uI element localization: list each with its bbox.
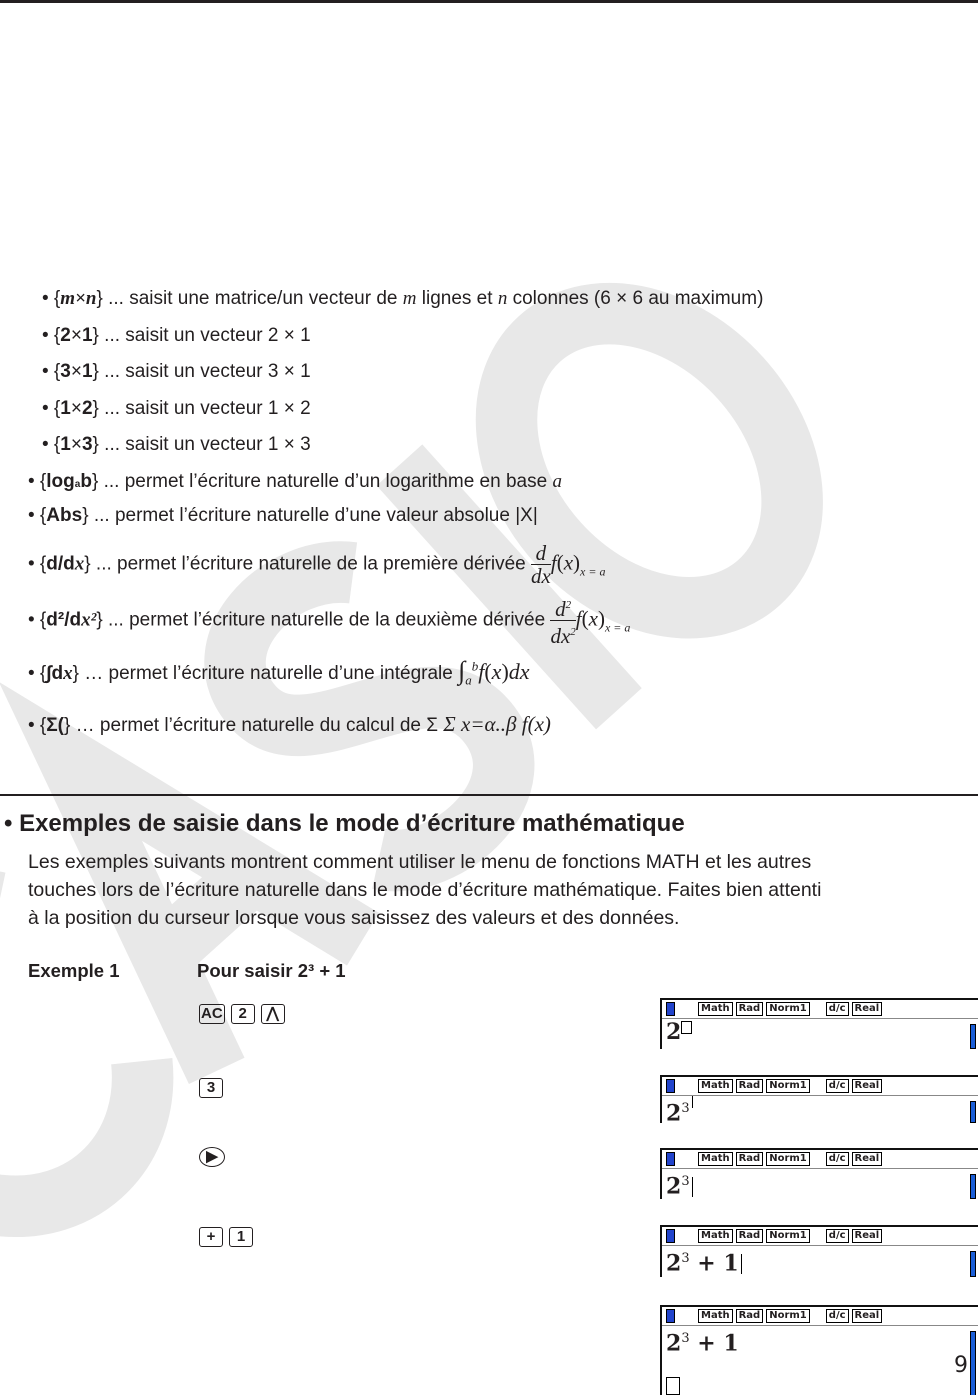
calculator-screen-3 [660, 1148, 978, 1199]
step-2-keys [199, 1076, 229, 1098]
battery-icon [666, 1002, 675, 1016]
item-2x1: • {2×1} ... saisit un vecteur 2 × 1 [42, 325, 311, 346]
expression: $2^3 + 1$ [666, 1330, 739, 1357]
battery-icon [666, 1152, 675, 1166]
plus-key: + [199, 1227, 223, 1247]
power-key: ⋀ [261, 1004, 285, 1024]
calculator-screen-4 [660, 1225, 978, 1277]
item-1x3: • {1×3} ... saisit un vecteur 1 × 3 [42, 434, 311, 455]
second-derivative-formula: $\frac{d^2}{dx^2}$ [550, 594, 575, 647]
step-4-keys [199, 1225, 259, 1247]
item-integral: • {∫dx} … permet l’écriture naturelle d’une intégrale $\int_a^bf(x)dx$ [28, 656, 530, 688]
status-bar: Math Rad Norm1 d/c Real [662, 1000, 978, 1019]
section-rule [0, 794, 978, 796]
section-heading: • Exemples de saisie dans le mode d’écriture mathématique [4, 810, 685, 837]
item-ddx: • {d/dx} ... permet l’écriture naturelle de la première dérivée $\frac{d}{dx}f(x)_{x = a}$ [28, 541, 606, 588]
calculator-screen-2 [660, 1075, 978, 1127]
key-1: 1 [229, 1227, 253, 1247]
item-3x1: • {3×1} ... saisit un vecteur 3 × 1 [42, 361, 311, 382]
integral-formula: $\int_a^bf(x)dx$ [458, 656, 530, 688]
ac-key: AC [201, 1005, 223, 1022]
paragraph-line: touches lors de l’écriture naturelle dans le mode d’écriture mathématique. Faites bien attenti [28, 879, 822, 901]
scrollbar [970, 1251, 976, 1277]
item-1x2: • {1×2} ... saisit un vecteur 1 × 2 [42, 398, 311, 419]
step-1-keys [199, 1002, 291, 1024]
scrollbar [970, 1101, 976, 1123]
key-3: 3 [199, 1078, 223, 1098]
expression: $2^3$ [662, 1169, 978, 1199]
expression: $2^3$ [662, 1096, 978, 1126]
expression: $2^3 + 1$ [662, 1246, 978, 1276]
example-title: Pour saisir 2³ + 1 [197, 960, 346, 981]
item-logab: • {logab} ... permet l’écriture naturelle d’un logarithme en base a [28, 471, 562, 492]
item-abs: • {Abs} ... permet l’écriture naturelle d’une valeur absolue |X| [28, 505, 538, 526]
battery-icon [666, 1079, 675, 1093]
key-2: 2 [231, 1004, 255, 1024]
status-bar: Math Rad Norm1 d/c Real [662, 1307, 978, 1326]
sigma-formula: Σ x=α..β f(x) [443, 712, 551, 736]
right-arrow-key: ▶ [199, 1147, 225, 1167]
result-value: 9 [954, 1353, 968, 1378]
item-mxn: • {m×n} ... saisit une matrice/un vecteur de m lignes et n colonnes (6 × 6 au maximum) [42, 288, 764, 309]
scrollbar [970, 1331, 976, 1395]
scrollbar [970, 1024, 976, 1049]
first-derivative-formula: $\frac{d}{dx}$ [531, 541, 551, 588]
battery-icon [666, 1309, 675, 1323]
item-d2dx2: • {d²/dx²} ... permet l’écriture naturelle de la deuxième dérivée $\frac{d^2}{dx^2}f(x)_{x = a}$ [28, 594, 630, 647]
paragraph-line: Les exemples suivants montrent comment utiliser le menu de fonctions MATH et les autres [28, 851, 812, 873]
cursor-box [681, 1021, 692, 1034]
cursor-box [666, 1377, 680, 1395]
status-bar: Math Rad Norm1 d/c Real [662, 1227, 978, 1246]
scrollbar [970, 1174, 976, 1199]
calculator-screen-5 [660, 1305, 978, 1395]
item-sigma: • {Σ(} … permet l’écriture naturelle du calcul de Σ Σ x=α..β f(x) [28, 712, 551, 736]
expression: 2 [662, 1019, 978, 1045]
example-label: Exemple 1 [28, 960, 120, 981]
status-bar: Math Rad Norm1 d/c Real [662, 1077, 978, 1096]
status-bar: Math Rad Norm1 d/c Real [662, 1150, 978, 1169]
battery-icon [666, 1229, 675, 1243]
calculator-screen-1 [660, 998, 978, 1049]
step-3-keys [199, 1145, 231, 1167]
paragraph-line: à la position du curseur lorsque vous saisissez des valeurs et des données. [28, 907, 680, 929]
